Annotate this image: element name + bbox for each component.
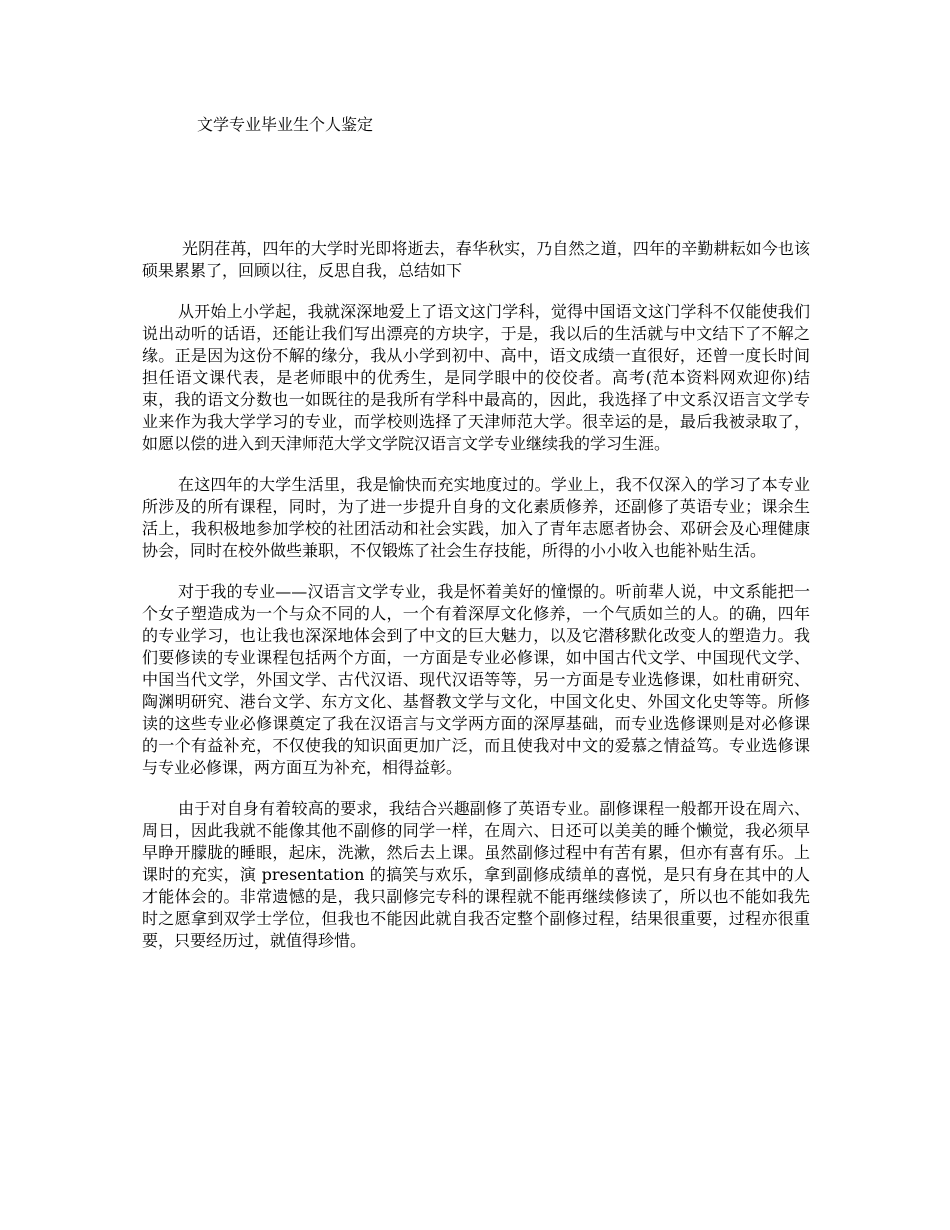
paragraph-minor-study: 由于对自身有着较高的要求，我结合兴趣副修了英语专业。副修课程一般都开设在周六、周日，因此我就不能像其他不副修的同学一样，在周六、日还可以美美的睡个懒觉，我必须早早睁开朦胧的睡眼，起床，洗漱，然后去上课。虽然副修过程中有苦有累，但亦有喜有乐。上课时的充实，演 presentation 的搞笑与欢乐，拿到副修成绩单的喜悦，是只有身在其中的人才能体会的。非常遗憾的是，我只副修完专科的课程就不能再继续修读了，所以也不能如我先时之愿拿到双学士学位，但我也不能因此就自我否定整个副修过程，结果很重要，过程亦很重要，只要经历过，就值得珍惜。 [142,799,810,950]
paragraph-intro: 光阴荏苒，四年的大学时光即将逝去，春华秋实，乃自然之道，四年的辛勤耕耘如今也该硕果累累了，回顾以往，反思自我，总结如下 [142,239,810,280]
document-title: 文学专业毕业生个人鉴定 [197,115,374,134]
paragraph-university-life: 在这四年的大学生活里，我是愉快而充实地度过的。学业上，我不仅深入的学习了本专业所涉及的所有课程，同时，为了进一步提升自身的文化素质修养，还副修了英语专业；课余生活上，我积极地参加学校的社团活动和社会实践，加入了青年志愿者协会、邓研会及心理健康协会，同时在校外做些兼职，不仅锻炼了社会生存技能，所得的小小收入也能补贴生活。 [142,475,810,560]
paragraph-background: 从开始上小学起，我就深深地爱上了语文这门学科，觉得中国语文这门学科不仅能使我们说出动听的话语，还能让我们写出漂亮的方块字，于是，我以后的生活就与中文结下了不解之缘。正是因为这份不解的缘分，我从小学到初中、高中，语文成绩一直很好，还曾一度长时间担任语文课代表，是老师眼中的优秀生，是同学眼中的佼佼者。高考(范本资料网欢迎你)结束，我的语文分数也一如既往的是我所有学科中最高的，因此，我选择了中文系汉语言文学专业来作为我大学学习的专业，而学校则选择了天津师范大学。很幸运的是，最后我被录取了，如愿以偿的进入到天津师范大学文学院汉语言文学专业继续我的学习生涯。 [142,302,810,453]
paragraph-major-study: 对于我的专业——汉语言文学专业，我是怀着美好的憧憬的。听前辈人说，中文系能把一个女子塑造成为一个与众不同的人，一个有着深厚文化修养，一个气质如兰的人。的确，四年的专业学习，也让我也深深地体会到了中文的巨大魅力，以及它潜移默化改变人的塑造力。我们要修读的专业课程包括两个方面，一方面是专业必修课，如中国古代文学、中国现代文学、中国当代文学，外国文学、古代汉语、现代汉语等等，另一方面是专业选修课，如杜甫研究、陶渊明研究、港台文学、东方文化、基督教文学与文化，中国文化史、外国文化史等等。所修读的这些专业必修课奠定了我在汉语言与文学两方面的深厚基础，而专业选修课则是对必修课的一个有益补充，不仅使我的知识面更加广泛，而且使我对中文的爱慕之情益笃。专业选修课与专业必修课，两方面互为补充，相得益彰。 [142,582,810,777]
document-body [142,238,810,971]
